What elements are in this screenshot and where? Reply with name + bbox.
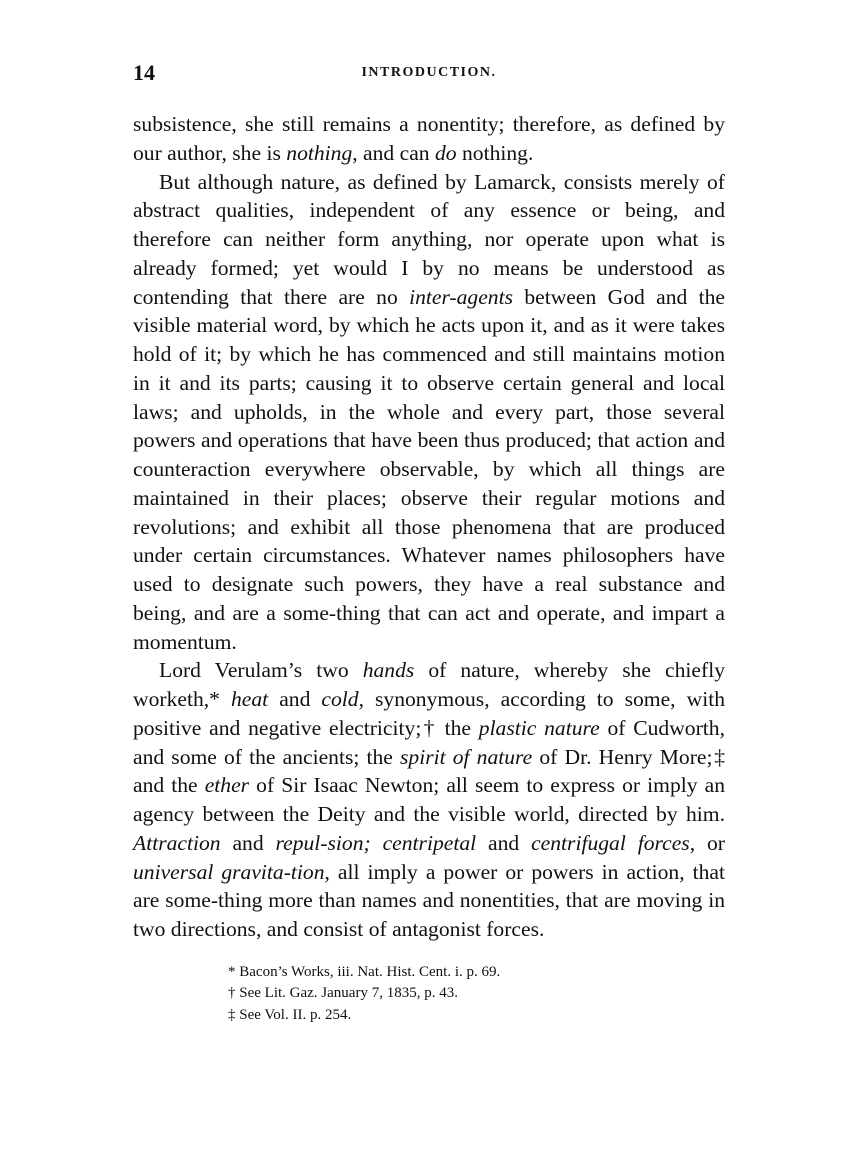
italic-text: Attraction <box>133 830 221 855</box>
text-run: , or <box>689 830 725 855</box>
italic-text: repul-sion; centripetal <box>275 830 477 855</box>
text-run: , all imply a power or powers in action, that are some-thing more than names and nonentities, that are moving in two directions, and consist of antagonist forces. <box>133 859 725 941</box>
page-number: 14 <box>133 60 155 85</box>
book-page <box>133 60 725 1026</box>
italic-text: nothing <box>286 140 353 165</box>
footnote: * Bacon’s Works, iii. Nat. Hist. Cent. i. p. 69. <box>228 963 501 980</box>
italic-text: inter-agents <box>409 284 513 309</box>
paragraph <box>133 656 725 944</box>
text-run: and <box>268 687 322 711</box>
text-run: Lord Verulam’s two <box>159 658 363 683</box>
italic-text: centrifugal forces <box>531 830 690 855</box>
running-head: INTRODUCTION. <box>361 65 497 80</box>
text-run: of Dr. Henry More;‡ and the <box>133 744 725 798</box>
text-run: , synonymous, according to some, with positive and negative electricity;† the <box>133 687 725 740</box>
text-run: and <box>476 830 532 855</box>
italic-text: plastic nature <box>478 715 600 740</box>
italic-text: hands <box>362 658 415 683</box>
italic-text: ether <box>204 773 250 798</box>
text-run: and <box>220 830 276 855</box>
footnote: ‡ See Vol. II. p. 254. <box>228 1006 352 1023</box>
italic-text: spirit of nature <box>400 744 533 769</box>
text-run: , and can <box>352 140 435 165</box>
page-header <box>133 60 725 90</box>
text-run: nothing. <box>456 140 534 165</box>
italic-text: heat <box>230 687 269 711</box>
text-run: between God and the visible material word, by which he acts upon it, and as it were takes hold of it; by which he has commenced and still maintains motion in it and its parts; causing it to observe certain general and local laws; and upholds, in the whole and every part, those several powers and operations that have been thus produced; that action and counteraction everywhere observable, by which all things are maintained in their places; observe their regular motions and revolutions; and exhibit all those phenomena that are produced under certain circumstances. Whatever names philosophers have used to designate such powers, they have a real substance and being, and are a some-thing that can act and operate, and impart a momentum. <box>133 284 725 654</box>
text-run: subsistence, she still remains a nonentity; therefore, as defined by our author, she is <box>133 112 725 165</box>
italic-text: universal gravita-tion <box>133 859 325 884</box>
footnotes <box>133 962 725 1027</box>
text-run: of Cudworth, and some of the ancients; the <box>133 715 725 769</box>
text-run: of nature, whereby she chiefly worketh,* <box>133 658 725 711</box>
italic-text: cold <box>321 687 359 711</box>
text-run: of Sir Isaac Newton; all seem to express or imply an agency between the Deity and the visible world, directed by him. <box>133 773 725 826</box>
footnote: † See Lit. Gaz. January 7, 1835, p. 43. <box>228 985 458 1002</box>
paragraph <box>133 168 725 657</box>
text-run: But although nature, as defined by Lamarck, consists merely of abstract qualities, independent of any essence or being, and therefore can neither form anything, nor operate upon what is already formed; yet would I by no means be understood as contending that there are no <box>133 169 725 309</box>
paragraph <box>133 110 725 168</box>
body-text <box>133 110 725 944</box>
italic-text: do <box>435 140 457 165</box>
